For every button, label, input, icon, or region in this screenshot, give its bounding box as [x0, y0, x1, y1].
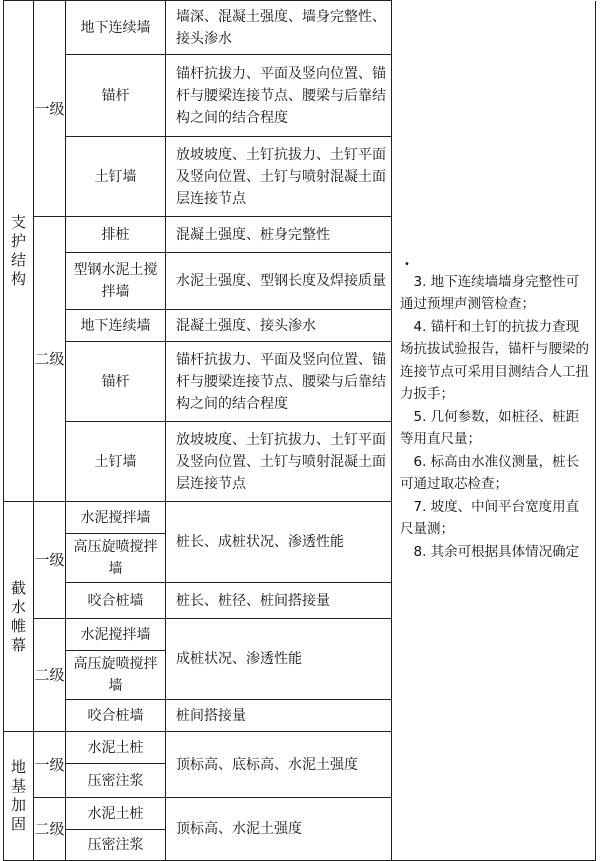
level-two: 二级	[34, 619, 66, 732]
level-two: 二级	[34, 217, 66, 502]
method-cell: 压密注浆	[66, 764, 166, 798]
method-cell: 高压旋喷搅拌墙	[66, 651, 166, 700]
items-cell: 桩长、桩径、桩间搭接量	[166, 583, 392, 619]
method-cell: 水泥土桩	[66, 798, 166, 830]
category-foundation: 地基加固	[4, 732, 34, 861]
items-cell: 水泥土强度、型钢长度及焊接质量	[166, 253, 392, 310]
items-cell: 墙深、混凝土强度、墙身完整性、接头渗水	[166, 1, 392, 55]
method-cell: 压密注浆	[66, 830, 166, 861]
notes-cell	[392, 1, 596, 861]
category-cutoff: 截水帷幕	[4, 502, 34, 732]
items-cell: 放坡坡度、土钉抗拔力、土钉平面及竖向位置、土钉与喷射混凝土面层连接节点	[166, 137, 392, 217]
table-row	[4, 1, 596, 55]
method-cell: 土钉墙	[66, 422, 166, 502]
method-cell: 咬合桩墙	[66, 583, 166, 619]
method-cell: 咬合桩墙	[66, 700, 166, 732]
method-cell: 地下连续墙	[66, 1, 166, 55]
items-cell: 桩长、成桩状况、渗透性能	[166, 502, 392, 583]
note-item: 8. 其余可根据具体情况确定	[413, 543, 580, 560]
level-one: 一级	[34, 732, 66, 798]
note-item: 4. 锚杆和土钉的抗拔力查现场抗拔试验报告，锚杆与腰梁的连接节点可采用目测结合人工扭力扳手；	[400, 318, 589, 402]
note-item: 6. 标高由水准仪测量，桩长可通过取芯检查；	[400, 453, 580, 492]
note-item: 3. 地下连续墙墙身完整性可通过预埋声测管检查；	[400, 273, 580, 312]
items-cell: 顶标高、水泥土强度	[166, 798, 392, 861]
items-cell: 成桩状况、渗透性能	[166, 619, 392, 700]
category-support: 支护结构	[4, 1, 34, 502]
items-cell: 顶标高、底标高、水泥土强度	[166, 732, 392, 798]
method-cell: 地下连续墙	[66, 310, 166, 342]
items-cell: 锚杆抗拔力、平面及竖向位置、锚杆与腰梁连接节点、腰梁与后靠结构之间的结合程度	[166, 55, 392, 137]
method-cell: 排桩	[66, 217, 166, 253]
method-cell: 土钉墙	[66, 137, 166, 217]
note-item: 7. 坡度、中间平台宽度用直尺量测；	[400, 498, 580, 537]
items-cell: 混凝土强度、桩身完整性	[166, 217, 392, 253]
method-cell: 水泥搅拌墙	[66, 502, 166, 534]
items-cell: 放坡坡度、土钉抗拔力、土钉平面及竖向位置、土钉与喷射混凝土面层连接节点	[166, 422, 392, 502]
note-marker: •	[404, 258, 410, 270]
level-two: 二级	[34, 798, 66, 861]
method-cell: 型钢水泥土搅拌墙	[66, 253, 166, 310]
note-item: 5. 几何参数，如桩径、桩距等用直尺量；	[400, 408, 580, 447]
level-one: 一级	[34, 1, 66, 217]
items-cell: 桩间搭接量	[166, 700, 392, 732]
items-cell: 锚杆抗拔力、平面及竖向位置、锚杆与腰梁连接节点、腰梁与后靠结构之间的结合程度	[166, 342, 392, 422]
method-cell: 水泥土桩	[66, 732, 166, 764]
method-cell: 锚杆	[66, 55, 166, 137]
method-cell: 水泥搅拌墙	[66, 619, 166, 651]
method-cell: 高压旋喷搅拌墙	[66, 534, 166, 583]
inspection-table	[3, 0, 596, 861]
items-cell: 混凝土强度、接头渗水	[166, 310, 392, 342]
level-one: 一级	[34, 502, 66, 619]
method-cell: 锚杆	[66, 342, 166, 422]
